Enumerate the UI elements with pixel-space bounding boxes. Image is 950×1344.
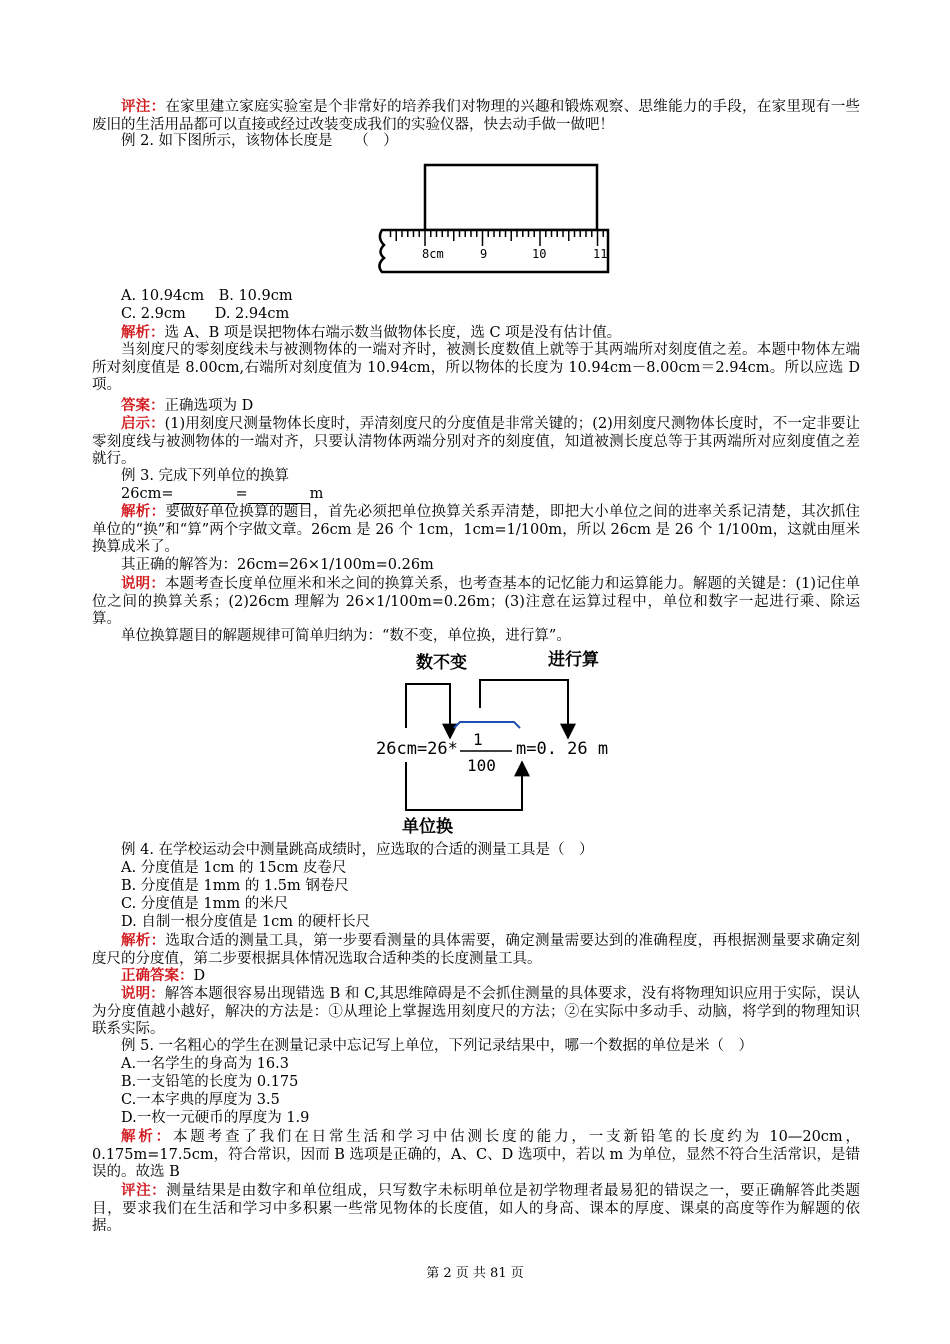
blank-unit: m [309,486,324,502]
fraction-bracket [454,722,520,728]
expression-right: m=0. 26 m [516,739,609,759]
example-4-option-c: C. 分度值是 1mm 的米尺 [121,896,289,912]
analysis-text: 选取合适的测量工具，第一步要看测量的具体需要，确定测量需要达到的准确程度，再根据测量要求确定刻度尺的分度值，第二步要根据具体情况选取合适种类的长度测量工具。 [92,933,860,967]
note-label: 说明： [121,575,165,592]
arrow-unit [406,762,522,810]
note-text: 本题考查长度单位厘米和米之间的换算关系，也考查基本的记忆能力和运算能力。解题的关键是：(1)记住单位之间的换算关系；(2)26cm 理解为 26×1/100m=0.26m；(3)注意在运算过程中，单位和数字一起进行乘、除运算。 [92,576,861,627]
comment-paragraph [92,98,860,134]
example-2-hint [92,415,860,469]
note-label: 说明： [121,985,165,1002]
analysis-label: 解析： [121,1128,173,1145]
example-4-note [92,985,860,1039]
note-text: 解答本题很容易出现错选 B 和 C,其思维障碍是不会抓住测量的具体要求，没有将物理知识应用于实际，误认为分度值越小越好，解决的方法是：①从理论上掌握选用刻度尺的方法；②在实际中多动手、动脑，将学到的物理知识联系实际。 [92,986,861,1037]
analysis-label: 解析： [121,932,166,949]
page-footer: 第 2 页 共 81 页 [426,1266,524,1281]
example-3-question: 例 3. 完成下列单位的换算 [121,468,290,484]
comment-label: 评注： [121,98,166,115]
example-2-answer [92,397,860,416]
analysis-text: 选 A、B 项是误把物体右端示数当做物体长度，选 C 项是没有估计值。 [164,325,622,341]
example-4-analysis [92,932,860,968]
answer-blank-1[interactable] [173,489,235,504]
ruler-label-11: 11 [593,247,608,261]
example-2-analysis [92,324,860,343]
ruler-figure [374,160,614,280]
label-number-unchanged: 数不变 [416,653,467,673]
measured-block [425,165,597,230]
example-5-option-a: A.一名学生的身高为 16.3 [121,1056,289,1072]
example-5-option-c: C.一本字典的厚度为 3.5 [121,1092,280,1108]
comment-text: 在家里建立家庭实验室是个非常好的培养我们对物理的兴趣和锻炼观察、思维能力的手段，在家里现有一些废旧的生活用品都可以直接或经过改装变成我们的实验仪器，快去动手做一做吧！ [92,99,860,133]
example-4-answer [92,967,860,986]
example-5-analysis [92,1128,860,1182]
example-5-option-d: D.一枚一元硬币的厚度为 1.9 [121,1110,310,1126]
fraction-numerator: 1 [473,730,483,749]
example-3-analysis [92,503,860,557]
comment-label: 评注： [121,1182,167,1199]
example-3-blanks [92,486,860,504]
unit-conversion-diagram [372,646,612,838]
answer-text: 正确选项为 D [164,398,254,414]
example-5-question: 例 5. 一名粗心的学生在测量记录中忘记写上单位，下列记录结果中，哪一个数据的单位是米（ ） [121,1038,754,1054]
example-3-rule: 单位换算题目的解题规律可简单归纳为：“数不变，单位换，进行算”。 [121,628,571,644]
blank-line-start: 26cm= [121,486,174,502]
example-4-option-a: A. 分度值是 1cm 的 15cm 皮卷尺 [121,860,347,876]
example-5-option-b: B.一支铅笔的长度为 0.175 [121,1074,299,1090]
arrow-number [406,684,450,738]
answer-label: 答案： [121,397,165,414]
example-3-solution: 其正确的解答为：26cm=26×1/100m=0.26m [121,557,434,573]
fraction-denominator: 100 [467,756,496,775]
answer-text: D [193,968,206,984]
comment-text: 测量结果是由数字和单位组成，只写数字未标明单位是初学物理者最易犯的错误之一，要正确解答此类题目，要求我们在生活和学习中多积累一些常见物体的长度值，如人的身高、课本的厚度、课桌的高度等作为解题的依据。 [92,1183,860,1234]
hint-text: (1)用刻度尺测量物体长度时，弄清刻度尺的分度值是非常关键的；(2)用刻度尺测物体长度时，不一定非要让零刻度线与被测物体的一端对齐，只要认清物体两端分别对齐的刻度值，知道被测长度总等于其两端所对应刻度值之差就行。 [92,416,861,467]
ruler-label-9: 9 [480,247,488,261]
example-2-options-2: C. 2.9cm D. 2.94cm [121,306,290,322]
example-2-question: 例 2. 如下图所示，该物体长度是 （ ） [121,133,398,149]
ruler-label-10: 10 [532,247,547,261]
answer-blank-2[interactable] [248,489,310,504]
example-2-options-1: A. 10.94cm B. 10.9cm [121,288,293,304]
arrow-calculate [480,680,568,738]
example-2-explanation: 当刻度尺的零刻度线未与被测物体的一端对齐时，被测长度数值上就等于其两端所对刻度值之差。本题中物体左端所对刻度值是 8.00cm,右端所对刻度值为 10.94cm，所以物体的长度为 10.94cm－8.00cm＝2.94cm。所以应选 D 项。 [92,342,860,393]
analysis-label: 解析： [121,503,166,520]
example-4-question: 例 4. 在学校运动会中测量跳高成绩时，应选取的合适的测量工具是（ ） [121,842,594,858]
example-5-comment [92,1182,860,1236]
hint-label: 启示： [121,415,165,432]
label-do-calculation: 进行算 [548,650,599,670]
expression-left: 26cm=26* [376,739,458,759]
example-3-note [92,575,860,629]
blank-equals: = [235,486,248,502]
analysis-text: 要做好单位换算的题目，首先必须把单位换算关系弄清楚，即把大小单位之间的进率关系记清楚，其次抓住单位的“换”和“算”两个字做文章。26cm 是 26 个 1cm，1cm=1/100m，所以 26cm 是 26 个 1/100m，这就由厘米换算成米了。 [92,504,860,555]
answer-label: 正确答案： [121,967,194,984]
ruler-label-8cm: 8cm [422,247,444,261]
label-unit-change: 单位换 [402,817,453,837]
example-4-option-d: D. 自制一根分度值是 1cm 的硬杆长尺 [121,914,371,930]
analysis-label: 解析： [121,324,165,341]
example-4-option-b: B. 分度值是 1mm 的 1.5m 钢卷尺 [121,878,349,894]
analysis-text: 本题考查了我们在日常生活和学习中估测长度的能力，一支新铅笔的长度约为 10—20cm，0.175m=17.5cm，符合常识，因而 B 选项是正确的，A、C、D 选项中，若以 m 为单位，显然不符合生活常识，是错误的。故选 B [92,1129,861,1180]
